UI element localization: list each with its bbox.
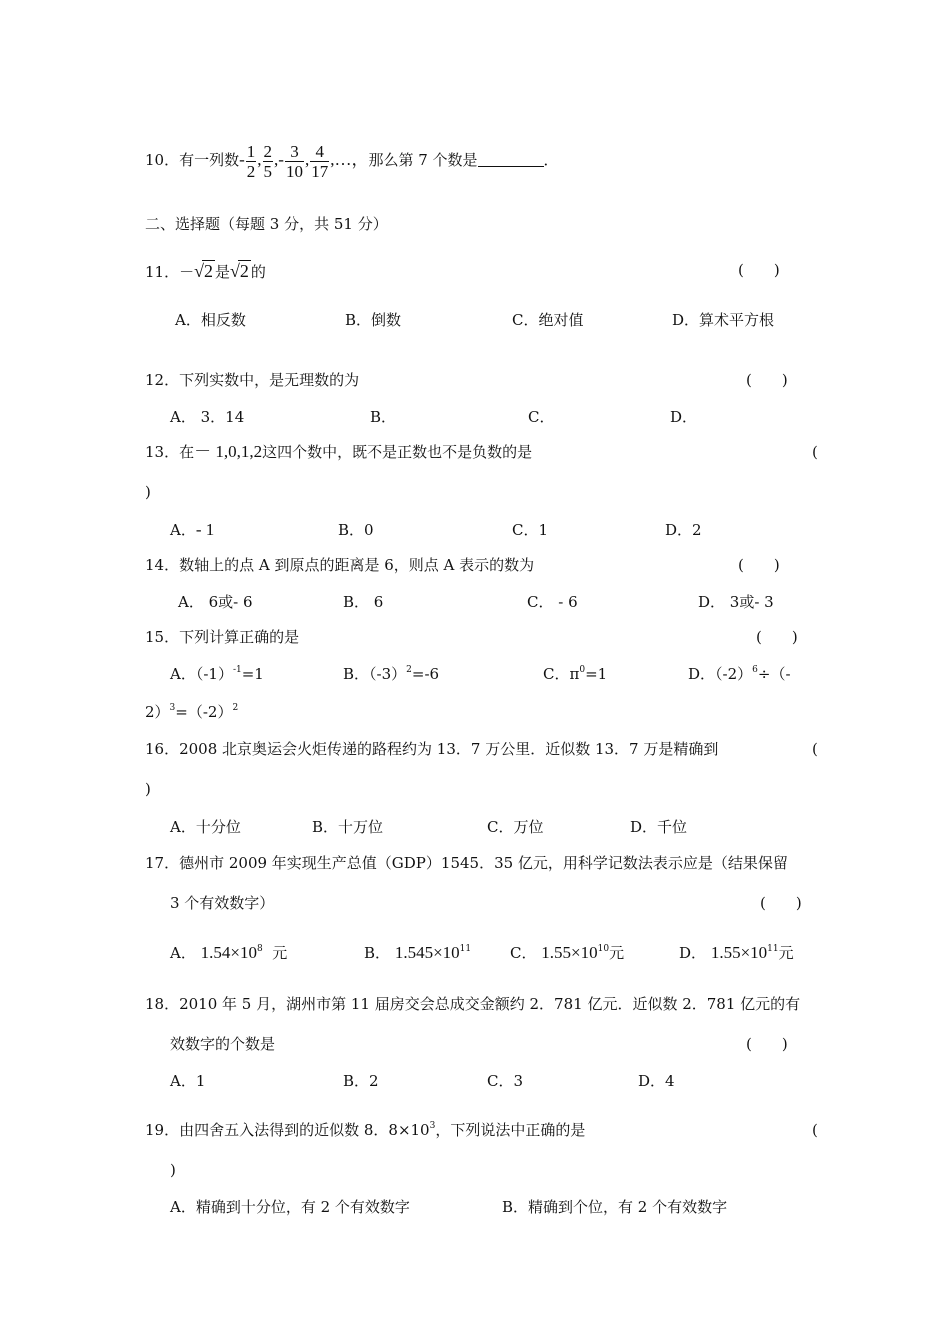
- option-b[interactable]: B．精确到个位，有 2 个有效数字: [502, 1198, 728, 1216]
- option-a[interactable]: A．十分位: [170, 818, 241, 836]
- option-b[interactable]: B．十万位: [312, 818, 384, 836]
- option-b[interactable]: B．倒数: [345, 311, 402, 329]
- sign: -: [239, 150, 245, 169]
- number-list: － 1,0,1,2: [194, 442, 263, 461]
- period: ．: [543, 151, 559, 169]
- option-b[interactable]: B．2: [343, 1072, 379, 1090]
- question-16: 16．2008 北京奥运会火炬传递的路程约为 13．7 万公里．近似数 13．7 万是精确到: [145, 740, 719, 758]
- question-19: 19．由四舍五入法得到的近似数 8．$8\times 10^3$，下列说法中正确的是: [145, 1121, 586, 1139]
- question-17-cont: 3 个有效数字）: [170, 894, 275, 912]
- fraction: $\frac{3}{10}$: [285, 141, 303, 181]
- option-b[interactable]: B．: [370, 408, 397, 426]
- radicand: 2: [204, 261, 213, 281]
- option-a[interactable]: A． 3．14: [170, 408, 245, 426]
- question-number: 10．有一列数: [145, 151, 240, 169]
- answer-paren[interactable]: ( ): [738, 261, 780, 279]
- question-11: [145, 260, 266, 282]
- option-d[interactable]: D． $1.55\times 10^{11}$元: [679, 943, 794, 962]
- answer-paren-open[interactable]: (: [812, 1121, 818, 1139]
- option-b[interactable]: B． $1.545\times 10^{11}$: [364, 943, 472, 962]
- option-a[interactable]: A． $1.54\times 10^8$ 元: [170, 943, 288, 962]
- answer-paren[interactable]: ( ): [738, 556, 780, 574]
- option-a[interactable]: A．相反数: [175, 311, 246, 329]
- answer-paren[interactable]: ( ): [746, 1035, 788, 1053]
- option-d[interactable]: D．算术平方根: [672, 311, 775, 329]
- answer-blank[interactable]: [478, 152, 544, 167]
- option-d[interactable]: D．千位: [630, 818, 688, 836]
- option-c[interactable]: C．3: [487, 1072, 524, 1090]
- answer-paren-close[interactable]: ): [145, 780, 151, 798]
- answer-paren[interactable]: ( ): [760, 894, 802, 912]
- fraction: $\frac{2}{5}$: [263, 141, 273, 181]
- option-d-continued: $2)^3=(-2)^2$: [145, 703, 239, 721]
- option-a[interactable]: A．$(-1)^{-1}=1$: [170, 665, 264, 683]
- option-d[interactable]: D．$(-2)^6\div(-$: [688, 665, 791, 683]
- option-d[interactable]: D．2: [665, 521, 702, 539]
- option-c[interactable]: C． $1.55\times 10^{10}$元: [510, 943, 625, 962]
- option-c[interactable]: C．绝对值: [512, 311, 584, 329]
- question-text: 的: [250, 263, 266, 281]
- option-c[interactable]: C．$\pi^0=1$: [543, 665, 608, 683]
- question-10: 10．有一列数- $\frac{1}{2}$ , $\frac{2}{5}$ ,- $\frac{3}{10}$ , $\frac{4}{17}$ ,…，那么第 7 个数是 ．: [145, 141, 559, 181]
- question-17: 17．德州市 2009 年实现生产总值（GDP）1545．35 亿元，用科学记数法表示应是（结果保留: [145, 854, 788, 872]
- option-d[interactable]: D． 3或- 3: [698, 593, 774, 611]
- question-13: [145, 442, 532, 462]
- answer-paren[interactable]: ( ): [746, 371, 788, 389]
- question-18-cont: 效数字的个数是: [170, 1035, 276, 1053]
- question-text: 13．在: [145, 443, 195, 461]
- sqrt-symbol: √: [194, 261, 204, 281]
- question-18: 18．2010 年 5 月，湖州市第 11 届房交会总成交金额约 2．781 亿元．近似数 2．781 亿元的有: [145, 995, 801, 1013]
- sign: -: [278, 150, 284, 169]
- answer-paren-open[interactable]: (: [812, 740, 818, 758]
- option-b[interactable]: B． 6: [343, 593, 384, 611]
- answer-paren[interactable]: ( ): [756, 628, 798, 646]
- question-number: 11．: [145, 263, 180, 281]
- option-a[interactable]: A．精确到十分位，有 2 个有效数字: [170, 1198, 410, 1216]
- option-b[interactable]: B．0: [338, 521, 374, 539]
- question-text: 那么第 7 个数是: [368, 151, 478, 169]
- sqrt-symbol: √: [230, 261, 240, 281]
- option-c[interactable]: C．万位: [487, 818, 544, 836]
- question-text: 是: [215, 263, 231, 281]
- answer-paren-close[interactable]: ): [170, 1161, 176, 1179]
- fraction: $\frac{1}{2}$: [246, 141, 256, 181]
- question-text: 这四个数中，既不是正数也不是负数的是: [262, 443, 533, 461]
- option-c[interactable]: C．: [528, 408, 555, 426]
- option-d[interactable]: D．: [670, 408, 698, 426]
- question-15: 15．下列计算正确的是: [145, 628, 300, 646]
- ellipsis: ,…，: [330, 150, 369, 169]
- option-b[interactable]: B．$(-3)^2=-6$: [343, 665, 440, 683]
- option-c[interactable]: C．1: [512, 521, 549, 539]
- question-12: 12．下列实数中，是无理数的为: [145, 371, 360, 389]
- option-a[interactable]: A．- 1: [170, 520, 215, 539]
- option-a[interactable]: A．1: [170, 1072, 206, 1090]
- sign: －: [179, 263, 195, 281]
- question-14: 14．数轴上的点 A 到原点的距离是 6，则点 A 表示的数为: [145, 556, 535, 574]
- radicand: 2: [239, 261, 249, 281]
- fraction: $\frac{4}{17}$: [311, 141, 329, 181]
- option-c[interactable]: C． - 6: [527, 593, 578, 611]
- section-heading: 二、选择题（每题 3 分，共 51 分）: [145, 215, 388, 233]
- option-a[interactable]: A． 6或- 6: [178, 593, 253, 611]
- answer-paren-open[interactable]: (: [812, 443, 818, 461]
- option-d[interactable]: D．4: [638, 1072, 675, 1090]
- answer-paren-close[interactable]: ): [145, 483, 151, 501]
